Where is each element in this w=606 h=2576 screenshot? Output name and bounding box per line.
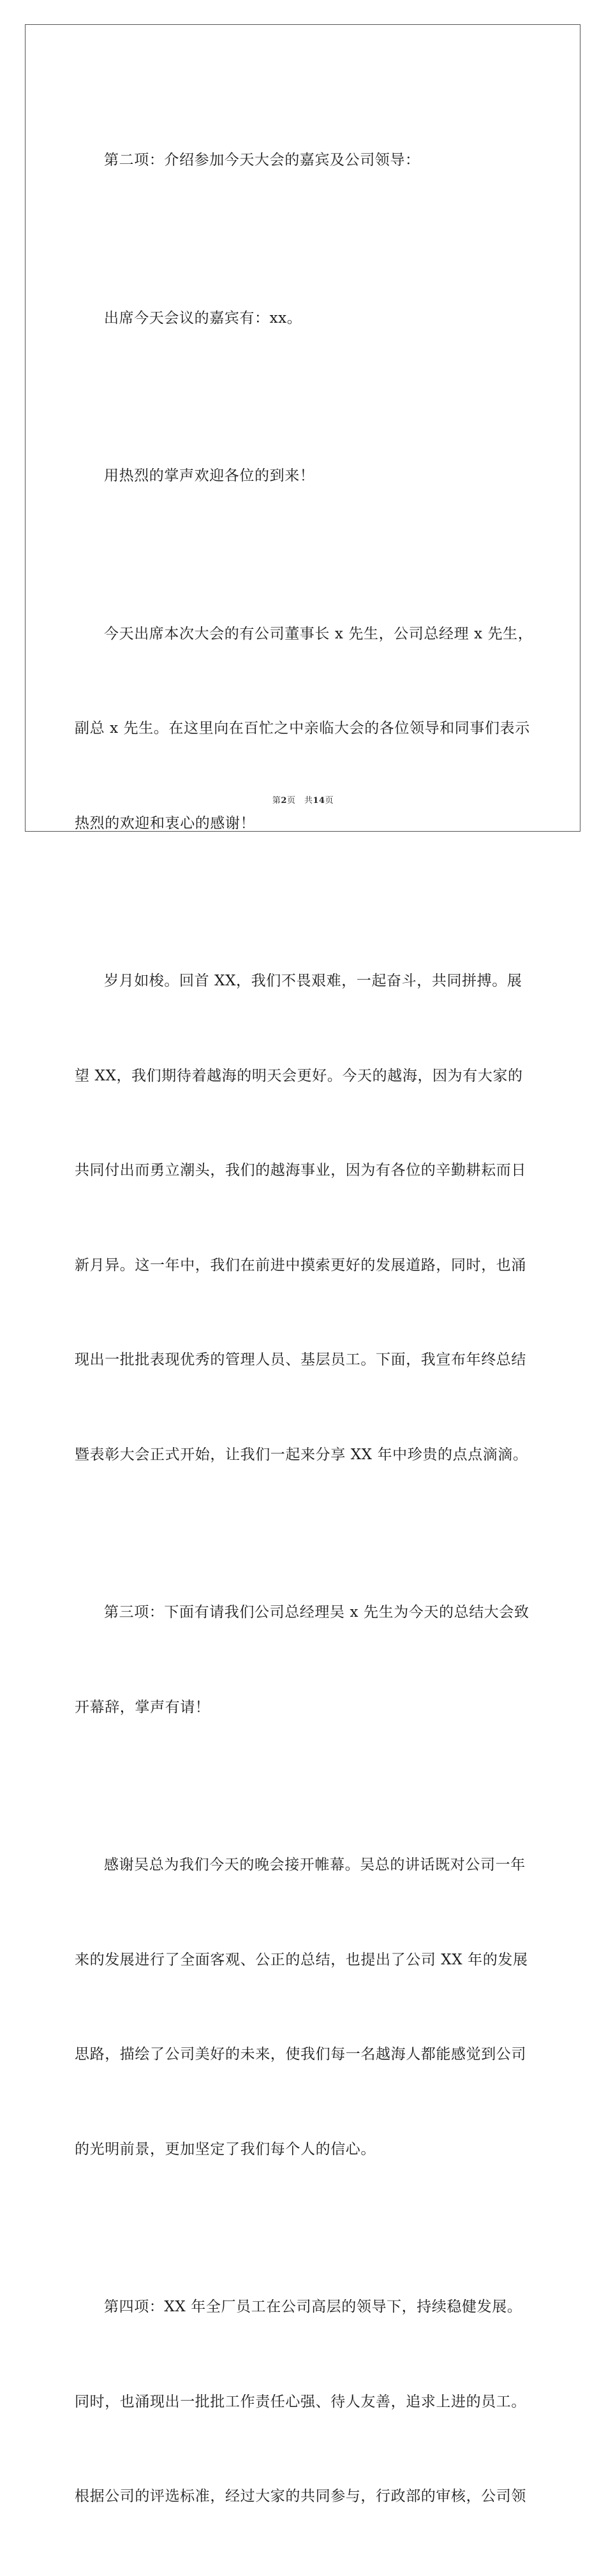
- paragraph: [75, 82, 534, 240]
- total-pages-number: 14: [313, 796, 325, 806]
- text-line: 第四项：XX 年全厂员工在公司高层的领导下，持续稳健发展。: [104, 2299, 522, 2315]
- footer-prefix: 第: [272, 796, 281, 806]
- paragraph: [75, 1534, 534, 1786]
- text-line: 副总 x 先生。在这里向在百忙之中亲临大会的各位领导和同事们表示: [75, 720, 530, 737]
- text-line: 望 XX，我们期待着越海的明天会更好。今天的越海，因为有大家的: [75, 1067, 523, 1084]
- paragraph: [75, 397, 534, 556]
- document-body: [75, 82, 534, 2576]
- footer-middle: 页 共: [286, 796, 313, 806]
- paragraph: [75, 902, 534, 1534]
- text-line: 第三项：下面有请我们公司总经理吴 x 先生为今天的总结大会致: [104, 1604, 529, 1621]
- paragraph: [75, 240, 534, 398]
- text-line: 新月异。这一年中，我们在前进中摸索更好的发展道路，同时，也涌: [75, 1256, 526, 1274]
- text-line: 共同付出而勇立潮头，我们的越海事业，因为有各位的辛勤耕耘而日: [75, 1162, 526, 1179]
- text-line: 第二项：介绍参加今天大会的嘉宾及公司领导：: [104, 152, 420, 168]
- paragraph: [75, 1786, 534, 2228]
- text-line: 同时，也涌现出一批批工作责任心强、待人友善，追求上进的员工。: [75, 2393, 526, 2410]
- text-line: 思路，描绘了公司美好的未来，使我们每一名越海人都能感觉到公司: [75, 2046, 526, 2063]
- paragraph: [75, 2228, 534, 2576]
- current-page-number: 2: [281, 796, 287, 806]
- text-line: 用热烈的掌声欢迎各位的到来！: [104, 467, 315, 484]
- text-line: 感谢吴总为我们今天的晚会接开帷幕。吴总的讲话既对公司一年: [104, 1857, 526, 1873]
- text-line: 今天出席本次大会的有公司董事长 x 先生，公司总经理 x 先生，: [104, 625, 533, 642]
- text-line: 来的发展进行了全面客观、公正的总结，也提出了公司 XX 年的发展: [75, 1951, 528, 1968]
- text-line: 暨表彰大会正式开始，让我们一起来分享 XX 年中珍贵的点点滴滴。: [75, 1446, 528, 1463]
- text-line: 现出一批批表现优秀的管理人员、基层员工。下面，我宣布年终总结: [75, 1351, 526, 1368]
- text-line: 根据公司的评选标准，经过大家的共同参与，行政部的审核，公司领: [75, 2488, 526, 2505]
- text-line: 开幕辞，掌声有请！: [75, 1698, 211, 1716]
- text-line: 的光明前景，更加坚定了我们每个人的信心。: [75, 2140, 376, 2158]
- footer-suffix: 页: [325, 796, 334, 806]
- text-line: 出席今天会议的嘉宾有：xx。: [104, 309, 302, 327]
- page-footer: [0, 793, 606, 806]
- text-line: 热烈的欢迎和衷心的感谢！: [75, 814, 256, 832]
- text-line: 岁月如梭。回首 XX，我们不畏艰难，一起奋斗，共同拼搏。展: [104, 973, 522, 989]
- paragraph: [75, 556, 534, 903]
